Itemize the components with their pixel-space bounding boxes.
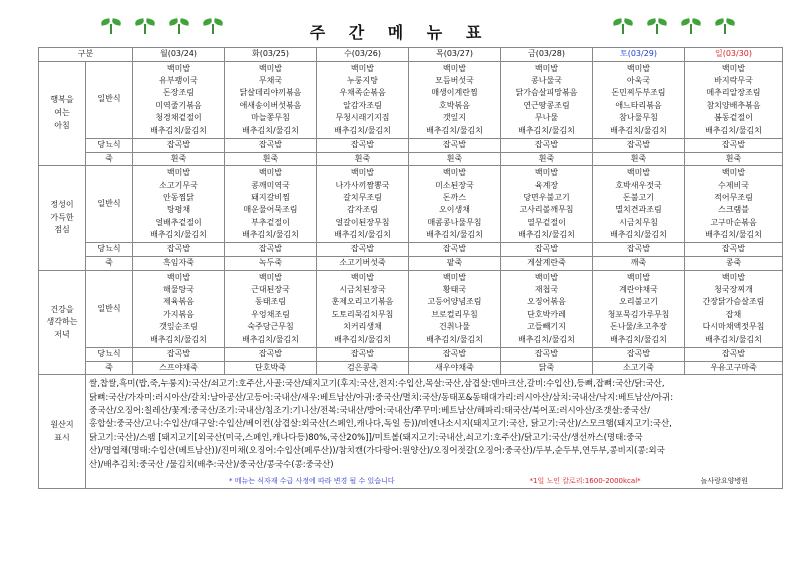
diabetic-cell: 잡곡밥 — [317, 348, 409, 362]
menu-cell — [409, 166, 501, 243]
menu-item: 계란야채국 — [619, 285, 658, 295]
menu-item: 백미밥 — [534, 168, 559, 178]
menu-cell — [409, 270, 501, 347]
menu-item: 백미밥 — [166, 63, 191, 73]
menu-item: 배추김치/물김치 — [518, 230, 575, 240]
diabetic-cell: 잡곡밥 — [225, 243, 317, 257]
header-day: 월(03/24) — [133, 48, 225, 62]
diabetic-cell: 잡곡밥 — [501, 243, 593, 257]
menu-item: 연근땅콩조림 — [523, 100, 570, 110]
menu-item: 배추김치/물김치 — [150, 125, 207, 135]
menu-item: 스크램블 — [718, 205, 749, 215]
origin-line: 닭뼈:국산/가자미:러시아산/갈치:남아공산/고등어:국내산/새우:베트남산/아귀:중국산/멸치:국산/동태포&동태대가리:러시아산/삼치:국내산/낙지:베트남산/아귀: — [89, 392, 674, 403]
menu-table — [38, 47, 783, 489]
menu-item: 무나물 — [534, 113, 559, 123]
menu-item: 배추김치/물김치 — [518, 125, 575, 135]
menu-item: 백미밥 — [166, 272, 191, 282]
menu-cell — [317, 270, 409, 347]
menu-item: 백미밥 — [721, 272, 746, 282]
porridge-cell: 소고기버섯죽 — [317, 257, 409, 271]
menu-item: 배추김치/물김치 — [610, 230, 667, 240]
menu-item: 백미밥 — [534, 272, 559, 282]
menu-item: 배추김치/물김치 — [426, 230, 483, 240]
menu-item: 육계장 — [534, 180, 559, 190]
menu-item: 백미밥 — [350, 63, 375, 73]
menu-cell — [593, 270, 685, 347]
menu-item: 돈장조림 — [163, 88, 194, 98]
diabetic-cell: 잡곡밥 — [409, 348, 501, 362]
menu-item: 소고기무국 — [159, 180, 198, 190]
porridge-cell: 흰죽 — [317, 152, 409, 166]
menu-item: 봄동겉절이 — [714, 113, 753, 123]
meal-porridge-row — [39, 361, 783, 375]
menu-item: 적어무조림 — [714, 192, 753, 202]
menu-item: 마늘쫑무침 — [251, 113, 290, 123]
porridge-cell: 흰죽 — [225, 152, 317, 166]
diabetic-cell: 잡곡밥 — [133, 138, 225, 152]
meal-name — [39, 270, 86, 375]
diabetic-cell: 잡곡밥 — [593, 348, 685, 362]
menu-item: 오징어볶음 — [527, 297, 566, 307]
menu-item: 돈민찌두부조림 — [611, 88, 666, 98]
menu-item: 배추김치/물김치 — [150, 334, 207, 344]
diabetic-cell: 잡곡밥 — [501, 138, 593, 152]
menu-item: 배추김치/물김치 — [610, 334, 667, 344]
general-label: 일반식 — [86, 166, 133, 243]
menu-item: 청포묵김가루무침 — [607, 309, 670, 319]
origin-line: 닭고기:국산)/스팸 [돼지고기[외국산(미국,스페인,캐나다등)80%,국산20%]]/미트볼(돼지고기:국내산,쇠고기:호주산)/닭고기:국산/생선까스(명태:중국 — [89, 432, 643, 443]
menu-item: 배추김치/물김치 — [518, 334, 575, 344]
menu-item: 가지볶음 — [163, 309, 194, 319]
diabetic-cell: 잡곡밥 — [593, 243, 685, 257]
diabetic-cell: 잡곡밥 — [685, 138, 783, 152]
menu-item: 해물탕국 — [163, 285, 194, 295]
menu-item: 백미밥 — [534, 63, 559, 73]
porridge-cell: 녹두죽 — [225, 257, 317, 271]
porridge-label: 죽 — [86, 257, 133, 271]
menu-cell — [133, 270, 225, 347]
origin-line: 산)/배추김치:중국산 /물김치(배추:국산)/중국산/콩국수(콩:중국산) — [89, 459, 334, 470]
menu-item: 백미밥 — [626, 63, 651, 73]
menu-item: 브로컬리무침 — [431, 309, 478, 319]
general-label: 일반식 — [86, 61, 133, 138]
meal-name-line: 행복을 — [50, 95, 74, 105]
meal-general-row — [39, 270, 783, 347]
menu-item: 매콤콩나물무침 — [427, 217, 482, 227]
menu-item: 백미밥 — [721, 168, 746, 178]
porridge-cell: 팥죽 — [409, 257, 501, 271]
menu-item: 치커리생채 — [343, 322, 382, 332]
menu-item: 배추김치/물김치 — [242, 125, 299, 135]
calorie-note: *1일 노인 칼로리:1600-2000kcal* — [529, 477, 641, 486]
menu-item: 백미밥 — [258, 168, 283, 178]
menu-item: 도토리묵김치무침 — [331, 309, 394, 319]
menu-item: 단호박카레 — [527, 309, 566, 319]
menu-item: 갯잎순조림 — [159, 322, 198, 332]
menu-item: 숙주당근무침 — [247, 322, 294, 332]
menu-item: 간장닭가슴살조림 — [702, 297, 765, 307]
header-day: 수(03/26) — [317, 48, 409, 62]
origin-row — [39, 375, 783, 489]
menu-item: 유부팽이국 — [159, 75, 198, 85]
diabetic-cell: 잡곡밥 — [133, 348, 225, 362]
meal-name — [39, 61, 86, 166]
diabetic-cell: 잡곡밥 — [225, 348, 317, 362]
origin-label-line: 원산지 — [50, 420, 74, 430]
menu-item: 참나물무침 — [619, 113, 658, 123]
menu-item: 얼배추겉절이 — [155, 217, 202, 227]
meal-name-line: 건강을 — [50, 304, 74, 314]
menu-item: 미소된장국 — [435, 180, 474, 190]
menu-item: 참치양배추볶음 — [706, 100, 761, 110]
menu-cell — [133, 61, 225, 138]
menu-item: 백미밥 — [626, 272, 651, 282]
menu-item: 백미밥 — [442, 168, 467, 178]
menu-item: 애새송이버섯볶음 — [239, 100, 302, 110]
meal-name-line: 점심 — [54, 225, 70, 235]
porridge-cell: 새우야채죽 — [409, 361, 501, 375]
diabetic-cell: 잡곡밥 — [133, 243, 225, 257]
menu-item: 시금치된장국 — [339, 285, 386, 295]
meal-name-line: 생각하는 — [46, 317, 78, 327]
porridge-cell: 흰죽 — [501, 152, 593, 166]
diabetic-cell: 잡곡밥 — [317, 138, 409, 152]
menu-item: 배추김치/물김치 — [334, 334, 391, 344]
menu-item: 알감자조림 — [343, 100, 382, 110]
menu-item: 매운물어묵조림 — [243, 205, 298, 215]
diabetic-cell: 잡곡밥 — [685, 243, 783, 257]
diabetic-cell: 잡곡밥 — [225, 138, 317, 152]
menu-item: 백미밥 — [258, 272, 283, 282]
porridge-cell: 흰죽 — [685, 152, 783, 166]
porridge-cell: 소고기죽 — [593, 361, 685, 375]
porridge-cell: 우유고구마죽 — [685, 361, 783, 375]
origin-line: 쌀,찹쌀,흑미(밥,죽,누룽지):국산/쇠고기:호주산,사골:국산/돼지고기(후지:국산,전지:수입산,목살:국산,삼겹살:덴마크산,갈비:수입산),등뼈,잡뼈:국산/닭:국산, — [89, 379, 665, 390]
menu-item: 배추김치/물김치 — [242, 334, 299, 344]
diabetic-cell: 잡곡밥 — [317, 243, 409, 257]
menu-item: 메추리알장조림 — [706, 88, 761, 98]
menu-item: 배추김치/물김치 — [705, 334, 762, 344]
menu-item: 배추김치/물김치 — [426, 334, 483, 344]
menu-item: 콩나물국 — [531, 75, 562, 85]
porridge-cell: 흰죽 — [409, 152, 501, 166]
menu-item: 애느타리볶음 — [615, 100, 662, 110]
origin-line: 홍합살:중국산/고니:수입산/대구알:수입산/베이컨(삼겹살:외국산(스페인,캐나다,독일 등))/비엔나소시지(돼지고기:국산, 닭고기:국산)/스모크햄(돼지고기:국산, — [89, 419, 672, 430]
menu-item: 우엉채조림 — [251, 309, 290, 319]
menu-item: 고등어양념조림 — [427, 297, 482, 307]
menu-item: 다시마채액젓무침 — [702, 322, 765, 332]
menu-cell — [225, 166, 317, 243]
menu-item: 갈치무조림 — [343, 192, 382, 202]
menu-item: 탕평채 — [166, 205, 191, 215]
menu-item: 배추김치/물김치 — [242, 230, 299, 240]
menu-item: 황태국 — [442, 285, 467, 295]
title-row — [0, 0, 800, 46]
header-day: 화(03/25) — [225, 48, 317, 62]
menu-item: 백미밥 — [350, 272, 375, 282]
diabetic-cell: 잡곡밥 — [409, 138, 501, 152]
menu-item: 훈제오리고기볶음 — [331, 297, 394, 307]
menu-item: 미역줄기볶음 — [155, 100, 202, 110]
menu-item: 백미밥 — [258, 63, 283, 73]
meal-name-line: 여는 — [54, 108, 70, 118]
menu-item: 나가사끼짬뽕국 — [335, 180, 390, 190]
diabetic-cell: 잡곡밥 — [685, 348, 783, 362]
menu-cell — [685, 61, 783, 138]
origin-line: 산)/명엽채(명태:수입산(베트남산))/진미채(오징어:수입산(페루산))/참치캔(가다랑어:원양산)/오징어젓갈(오징어:중국산)/두부,순두부,연두부,콩비지(콩:외국 — [89, 446, 665, 457]
diabetic-cell: 잡곡밥 — [593, 138, 685, 152]
meal-name-line: 가득한 — [50, 212, 74, 222]
menu-item: 얼갈이된장무침 — [335, 217, 390, 227]
menu-item: 당면우불고기 — [523, 192, 570, 202]
menu-item: 닭가슴살피망볶음 — [515, 88, 578, 98]
porridge-cell: 콩죽 — [685, 257, 783, 271]
organization-name: 놀사랑요양병원 — [700, 477, 748, 486]
meal-diabetic-row — [39, 138, 783, 152]
menu-item: 열무겉절이 — [527, 217, 566, 227]
menu-item: 백미밥 — [721, 63, 746, 73]
menu-item: 오리불고기 — [619, 297, 658, 307]
porridge-cell: 닭죽 — [501, 361, 593, 375]
menu-cell — [501, 270, 593, 347]
menu-item: 청경채겉절이 — [155, 113, 202, 123]
porridge-cell: 흑임자죽 — [133, 257, 225, 271]
menu-item: 청국장찌개 — [714, 285, 753, 295]
menu-item: 오이생채 — [439, 205, 470, 215]
menu-cell — [317, 166, 409, 243]
menu-item: 갯잎지 — [442, 113, 467, 123]
menu-item: 백미밥 — [626, 168, 651, 178]
menu-item: 동태조림 — [255, 297, 286, 307]
header-gubun: 구분 — [39, 48, 133, 62]
menu-item: 백미밥 — [350, 168, 375, 178]
page-title: 주 간 메 뉴 표 — [309, 23, 491, 42]
menu-item: 모듬버섯국 — [435, 75, 474, 85]
menu-item: 바지락무국 — [714, 75, 753, 85]
header-day: 금(03/28) — [501, 48, 593, 62]
menu-cell — [225, 61, 317, 138]
menu-item: 배추김치/물김치 — [705, 230, 762, 240]
origin-text-cell — [86, 375, 783, 489]
menu-item: 감자조림 — [347, 205, 378, 215]
porridge-label: 죽 — [86, 361, 133, 375]
menu-item: 고구마순볶음 — [710, 217, 757, 227]
meal-name-line: 아침 — [54, 120, 70, 130]
menu-item: 백미밥 — [442, 63, 467, 73]
menu-item: 콩깨미역국 — [251, 180, 290, 190]
menu-item: 무채국 — [258, 75, 283, 85]
menu-item: 백미밥 — [442, 272, 467, 282]
menu-item: 제육볶음 — [163, 297, 194, 307]
menu-item: 아욱국 — [626, 75, 651, 85]
menu-item: 근대된장국 — [251, 285, 290, 295]
origin-label — [39, 375, 86, 489]
menu-item: 시금치무침 — [619, 217, 658, 227]
menu-item: 배추김치/물김치 — [610, 125, 667, 135]
menu-item: 잡채 — [725, 309, 742, 319]
menu-item: 닭살데리야끼볶음 — [239, 88, 302, 98]
porridge-cell: 스프야채죽 — [133, 361, 225, 375]
menu-item: 수제비국 — [718, 180, 749, 190]
menu-item: 누룽지탕 — [347, 75, 378, 85]
menu-item: 재첩국 — [534, 285, 559, 295]
meal-diabetic-row — [39, 243, 783, 257]
footer-row — [89, 476, 778, 486]
menu-item: 고들빼기지 — [527, 322, 566, 332]
menu-item: 멸치견과조림 — [615, 205, 662, 215]
diabetic-cell: 잡곡밥 — [409, 243, 501, 257]
menu-cell — [133, 166, 225, 243]
porridge-cell: 게살계란죽 — [501, 257, 593, 271]
diabetic-label: 당뇨식 — [86, 348, 133, 362]
menu-item: 배추김치/물김치 — [705, 125, 762, 135]
meal-name-line: 정성이 — [50, 200, 74, 209]
menu-item: 호박새우젓국 — [615, 180, 662, 190]
menu-cell — [685, 270, 783, 347]
menu-cell — [685, 166, 783, 243]
meal-porridge-row — [39, 152, 783, 166]
meal-name — [39, 166, 86, 271]
meal-name-line: 저녁 — [54, 329, 70, 339]
diabetic-label: 당뇨식 — [86, 138, 133, 152]
header-row — [39, 48, 783, 62]
menu-item: 백미밥 — [166, 168, 191, 178]
menu-cell — [225, 270, 317, 347]
menu-item: 돈까스 — [442, 192, 467, 202]
menu-item: 배추김치/물김치 — [150, 230, 207, 240]
menu-change-note: * 메뉴는 식자재 수급 사정에 따라 변경 될 수 있습니다 — [229, 477, 395, 486]
menu-cell — [593, 166, 685, 243]
menu-item: 부추겉절이 — [251, 217, 290, 227]
header-day: 토(03/29) — [593, 48, 685, 62]
menu-item: 안동찜닭 — [163, 192, 194, 202]
origin-line: 중국산/오징어:칠레산/꽃게:중국산/조기:국내산/침조기:기니산/전복:국내산/방어:국내산/쭈꾸미:베트남산/해파리:태국산/북어포:러시아산/조갯살:중국산/ — [89, 406, 651, 416]
menu-item: 배추김치/물김치 — [334, 230, 391, 240]
menu-cell — [317, 61, 409, 138]
menu-item: 우채족순볶음 — [339, 88, 386, 98]
menu-item: 건취나물 — [439, 322, 470, 332]
menu-cell — [409, 61, 501, 138]
menu-cell — [501, 61, 593, 138]
header-day: 목(03/27) — [409, 48, 501, 62]
menu-item: 무청시래기지짐 — [335, 113, 390, 123]
meal-general-row — [39, 61, 783, 138]
diabetic-label: 당뇨식 — [86, 243, 133, 257]
general-label: 일반식 — [86, 270, 133, 347]
menu-item: 돼지갈비찜 — [251, 192, 290, 202]
menu-item: 고사리볼깨무침 — [519, 205, 574, 215]
menu-cell — [593, 61, 685, 138]
menu-item: 호박볶음 — [439, 100, 470, 110]
menu-item: 돈불고기 — [623, 192, 654, 202]
porridge-cell: 흰죽 — [133, 152, 225, 166]
menu-item: 배추김치/물김치 — [426, 125, 483, 135]
diabetic-cell: 잡곡밥 — [501, 348, 593, 362]
porridge-cell: 검은콩죽 — [317, 361, 409, 375]
origin-label-line: 표시 — [54, 432, 70, 442]
porridge-cell: 흰죽 — [593, 152, 685, 166]
menu-item: 배추김치/물김치 — [334, 125, 391, 135]
porridge-label: 죽 — [86, 152, 133, 166]
menu-item: 돈나물/초고추장 — [610, 322, 667, 332]
menu-cell — [501, 166, 593, 243]
porridge-cell: 단호박죽 — [225, 361, 317, 375]
meal-porridge-row — [39, 257, 783, 271]
meal-general-row — [39, 166, 783, 243]
menu-item: 매생이계란찜 — [431, 88, 478, 98]
meal-diabetic-row — [39, 348, 783, 362]
porridge-cell: 깨죽 — [593, 257, 685, 271]
header-day: 일(03/30) — [685, 48, 783, 62]
